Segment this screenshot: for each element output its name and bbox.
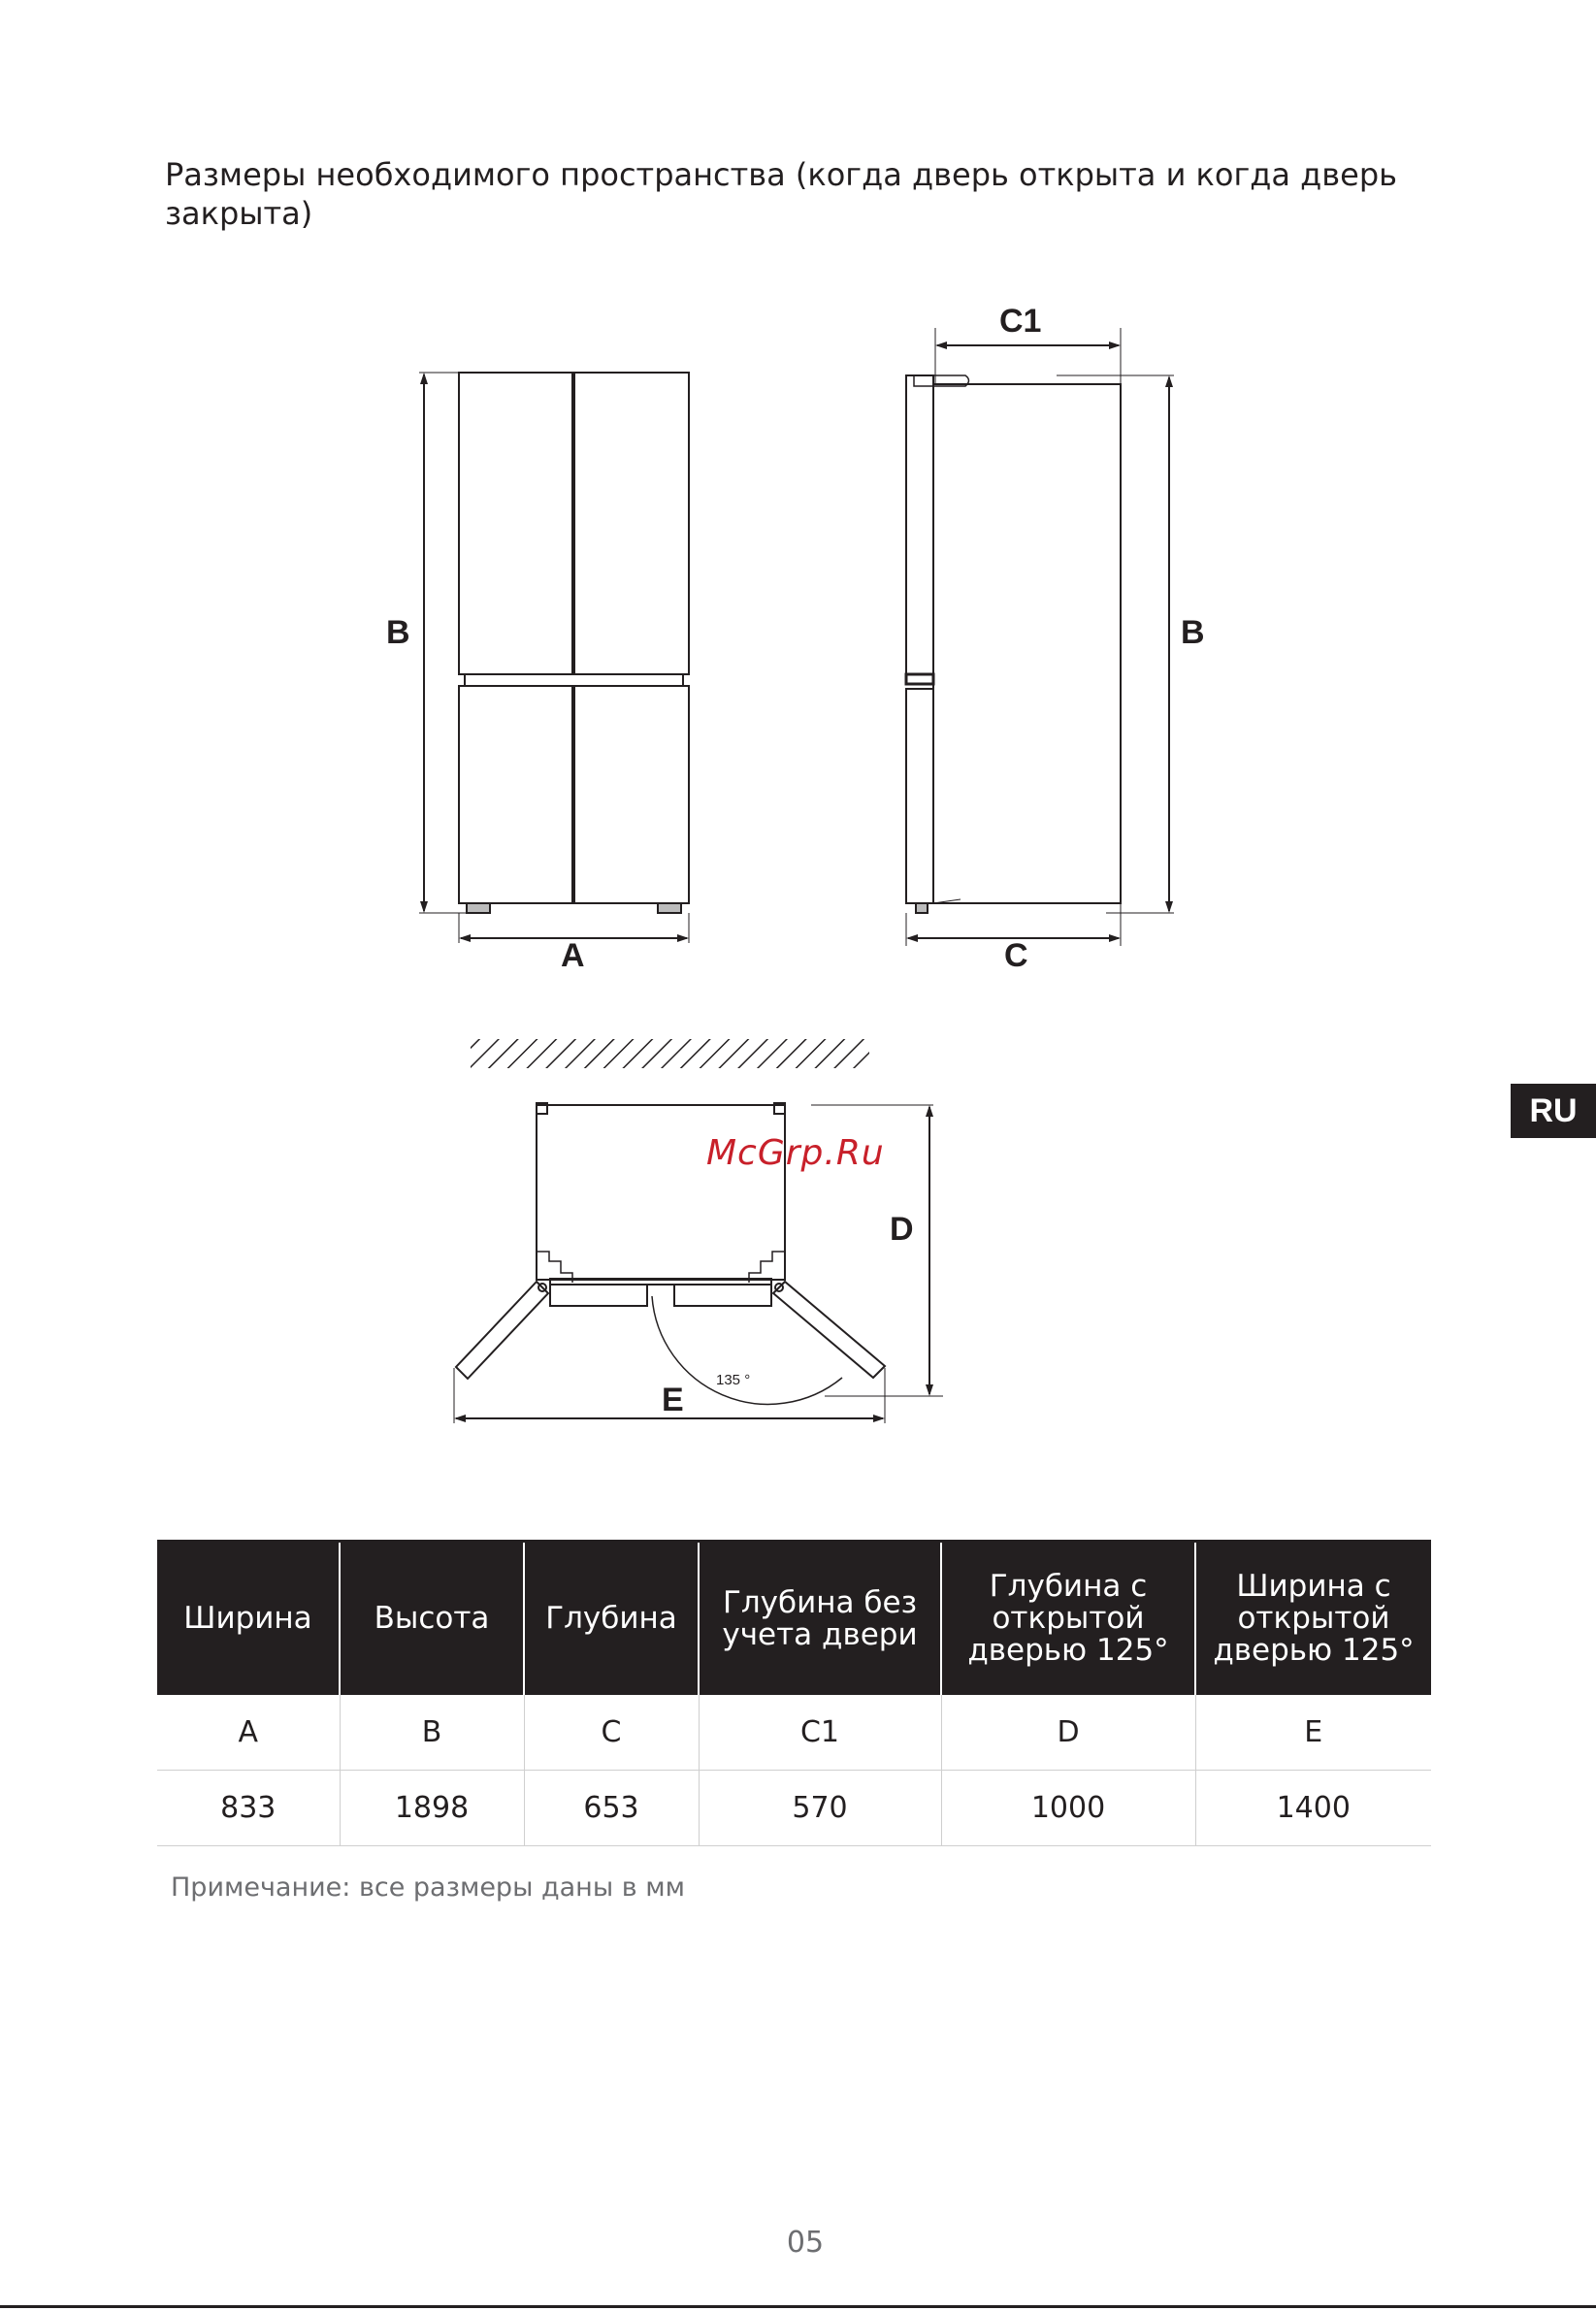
col-header-depth-open-door: Глубина с открытой дверью 125° — [941, 1542, 1195, 1696]
table-row — [157, 1771, 1431, 1846]
dim-label-a: A — [561, 937, 585, 974]
table-row — [157, 1695, 1431, 1771]
dim-label-e: E — [662, 1382, 684, 1418]
dim-label-b-front: B — [386, 614, 410, 651]
col-header-depth-no-door: Глубина без учета двери — [699, 1542, 941, 1696]
col-header-height: Высота — [340, 1542, 524, 1696]
table-cell: 1000 — [941, 1771, 1195, 1846]
table-cell: E — [1195, 1695, 1431, 1771]
dim-label-c: C — [1004, 937, 1028, 974]
dim-label-d: D — [890, 1211, 914, 1248]
page-number: 05 — [786, 2226, 825, 2260]
bottom-divider — [0, 2305, 1596, 2308]
table-cell: 1400 — [1195, 1771, 1431, 1846]
table-cell: 833 — [157, 1771, 340, 1846]
table-cell: A — [157, 1695, 340, 1771]
dimensions-table — [157, 1540, 1431, 1846]
col-header-depth: Глубина — [524, 1542, 699, 1696]
table-cell: C — [524, 1695, 699, 1771]
watermark: McGrp.Ru — [706, 1133, 885, 1173]
side-view-diagram — [906, 328, 1174, 946]
dim-label-b-side: B — [1181, 614, 1205, 651]
col-header-width: Ширина — [157, 1542, 340, 1696]
language-badge: RU — [1511, 1084, 1596, 1138]
table-cell: 570 — [699, 1771, 941, 1846]
table-header-row — [157, 1542, 1431, 1696]
table-cell: 1898 — [340, 1771, 524, 1846]
front-view-diagram — [419, 373, 689, 943]
page-title: Размеры необходимого пространства (когда дверь открыта и когда дверь закрыта) — [165, 156, 1398, 232]
table-cell: D — [941, 1695, 1195, 1771]
table-cell: C1 — [699, 1695, 941, 1771]
dim-label-c1: C1 — [999, 303, 1042, 340]
table-cell: B — [340, 1695, 524, 1771]
top-view-diagram — [454, 1039, 943, 1423]
angle-label: 135 ° — [716, 1372, 751, 1388]
table-cell: 653 — [524, 1771, 699, 1846]
col-header-width-open-door: Ширина с открытой дверью 125° — [1195, 1542, 1431, 1696]
note-text: Примечание: все размеры даны в мм — [171, 1872, 685, 1903]
